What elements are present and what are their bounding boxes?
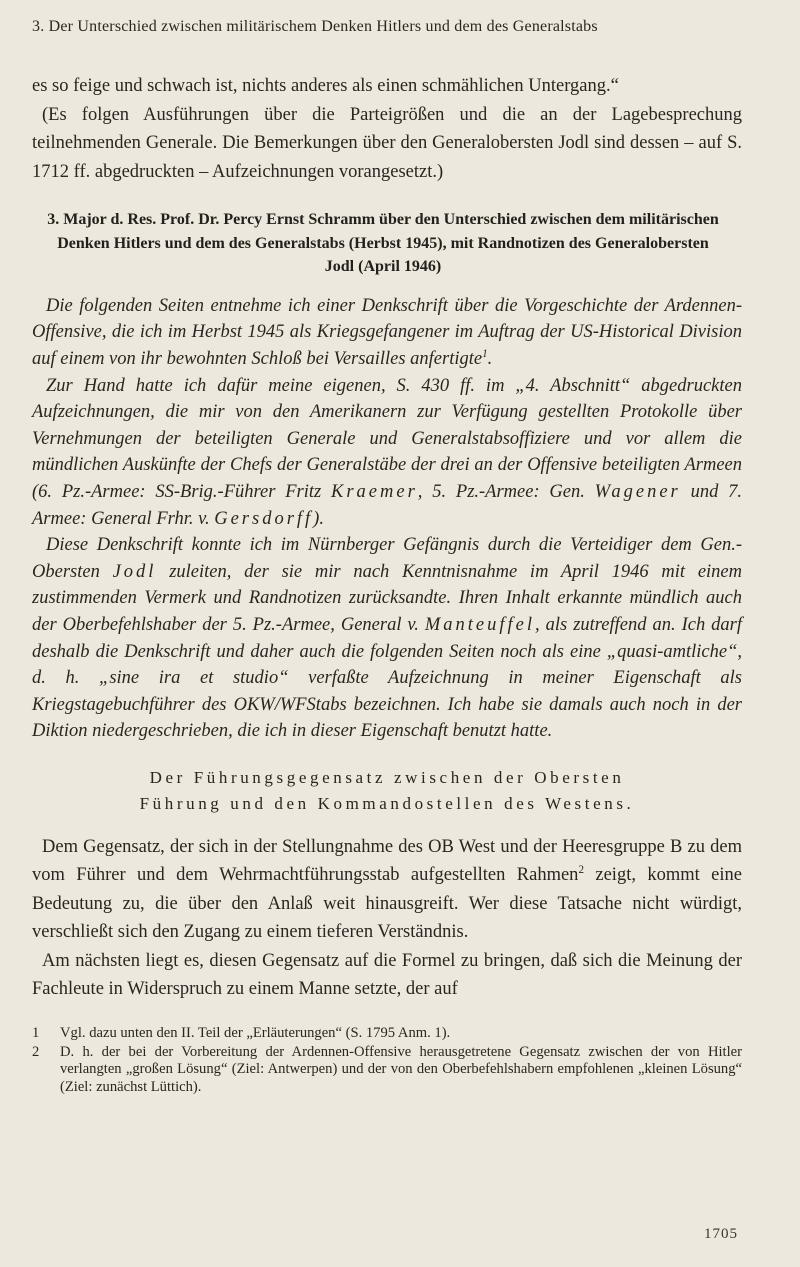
footnotes bbox=[32, 1025, 742, 1096]
intro-p2-c: und 7. Armee: General Frhr. v. bbox=[32, 482, 742, 529]
main-p1-b: zeigt, kommt eine Bedeutung zu, die über den Anlaß weit hinausgreift. Wer diese Tatsache nicht würdigt, verschließt sich den Zugang zu einem tieferen Verständnis. bbox=[32, 865, 742, 943]
footnote-ref-2: 2 bbox=[578, 864, 584, 877]
page-number: 1705 bbox=[704, 1226, 738, 1242]
intro-p2-b: , 5. Pz.-Armee: Gen. bbox=[417, 482, 595, 503]
intro-paragraph-1 bbox=[32, 293, 742, 373]
main-paragraph-1 bbox=[32, 833, 742, 947]
main-paragraph-2: Am nächsten liegt es, diesen Gegensatz auf die Formel zu bringen, daß sich die Meinung der Fachleute in Widerspruch zu einem Manne setzte, der auf bbox=[32, 950, 742, 999]
intro-paragraph-3 bbox=[32, 532, 742, 745]
footnote-number: 2 bbox=[32, 1043, 40, 1060]
name-kraemer: Kraemer bbox=[331, 482, 418, 503]
opening-line: es so feige und schwach ist, nichts anderes als einen schmählichen Untergang.“ bbox=[32, 76, 619, 96]
intro-p3-b: zuleiten, der sie mir nach Kenntnisnahme im April 1946 mit einem zustimmenden Vermerk und Randnotizen zurücksandte. Ihren Inhalt erkannte mündlich auch der Oberbefehlshaber der 5. Pz.-Armee, General v. bbox=[32, 561, 742, 635]
footnote-2 bbox=[32, 1044, 742, 1097]
footnote-text: D. h. der bei der Vorbereitung der Ardennen-Offensive herausgetretene Gegensatz zwischen der von Hitler verlangten „großen Lösung“ (Ziel: Antwerpen) und der von den Oberbefehlshabern empfohlenen „kleinen Lösung“ (Ziel: zunächst Lüttich). bbox=[60, 1043, 742, 1095]
intro-p3-c: , als zutreffend an. Ich darf deshalb die Denkschrift und daher auch die folgenden Seiten noch als eine „quasi-amtliche“, d. h. „sine ira et studio“ verfaßte Aufzeichnung in meiner Eigenschaft als Kriegstagebuchführer des OKW/WFStabs bezeichnen. Ich habe sie damals auch noch in der Diktion niedergeschrieben, die ich in dieser Eigenschaft benutzt hatte. bbox=[32, 615, 742, 742]
name-gersdorff: Gersdorff bbox=[214, 508, 314, 529]
name-wagener: Wagener bbox=[594, 482, 681, 503]
intro-paragraph-2 bbox=[32, 373, 742, 533]
main-text bbox=[32, 833, 742, 1003]
main-p1-a: Dem Gegensatz, der sich in der Stellungnahme des OB West und der Heeresgruppe B zu dem vom Führer und dem Wehrmachtführungsstab aufgestellten Rahmen bbox=[32, 836, 742, 886]
footnote-1 bbox=[32, 1025, 742, 1043]
intro-p1-text: Die folgenden Seiten entnehme ich einer Denkschrift über die Vorgeschichte der Ardennen-Offensive, die ich im Herbst 1945 als Kriegsgefangener im Auftrag der US-Historical Division auf einem von ihr bewohnten Schloß bei Versailles anfertigte bbox=[32, 295, 742, 370]
intro-p2-a: Zur Hand hatte ich dafür meine eigenen, S. 430 ff. im „4. Abschnitt“ abgedruckten Aufzeichnungen, die mir von den Amerikanern zur Verfügung gestellten Protokolle über Vernehmungen der beteiligten Generale und Generalstabsoffiziere und vor allem die mündlichen Auskünfte der Chefs der Generalstäbe der drei an der Offensive beteiligten Armeen (6. Pz.-Armee: SS-Brig.-Führer Fritz bbox=[32, 375, 742, 503]
subheading-line-1: Der Führungsgegensatz zwischen der Obersten bbox=[149, 767, 625, 787]
intro-p3-a: Diese Denkschrift konnte ich im Nürnberger Gefängnis durch die Verteidiger dem Gen.-Obersten bbox=[32, 535, 742, 582]
footnote-text: Vgl. dazu unten den II. Teil der „Erläuterungen“ (S. 1795 Anm. 1). bbox=[60, 1025, 451, 1042]
name-manteuffel: Manteuffel bbox=[424, 615, 536, 635]
section-heading: 3. Major d. Res. Prof. Dr. Percy Ernst Schramm über den Unterschied zwischen dem militärischen Denken Hitlers und dem des Generalstabs (Herbst 1945), mit Randnotizen des Generalobersten Jodl (April 1946) bbox=[47, 211, 719, 276]
running-head: 3. Der Unterschied zwischen militärischem Denken Hitlers und dem des Generalstabs bbox=[32, 18, 598, 35]
intro-p2-d: ). bbox=[313, 508, 324, 529]
bracket-paragraph: (Es folgen Ausführungen über die Parteigrößen und die an der Lagebesprechung teilnehmenden Generale. Die Bemerkungen über den Generalobersten Jodl sind dessen – auf S. 1712 ff. abgedruckten – Aufzeichnungen vorangesetzt.) bbox=[32, 104, 742, 182]
subheading-line-2: Führung und den Kommandostellen des Westens. bbox=[139, 793, 635, 813]
footnote-ref-1: 1 bbox=[482, 347, 488, 360]
intro-p1-end: . bbox=[487, 349, 493, 370]
name-jodl: Jodl bbox=[112, 561, 157, 582]
subheading bbox=[32, 765, 742, 817]
footnote-number: 1 bbox=[32, 1025, 40, 1042]
